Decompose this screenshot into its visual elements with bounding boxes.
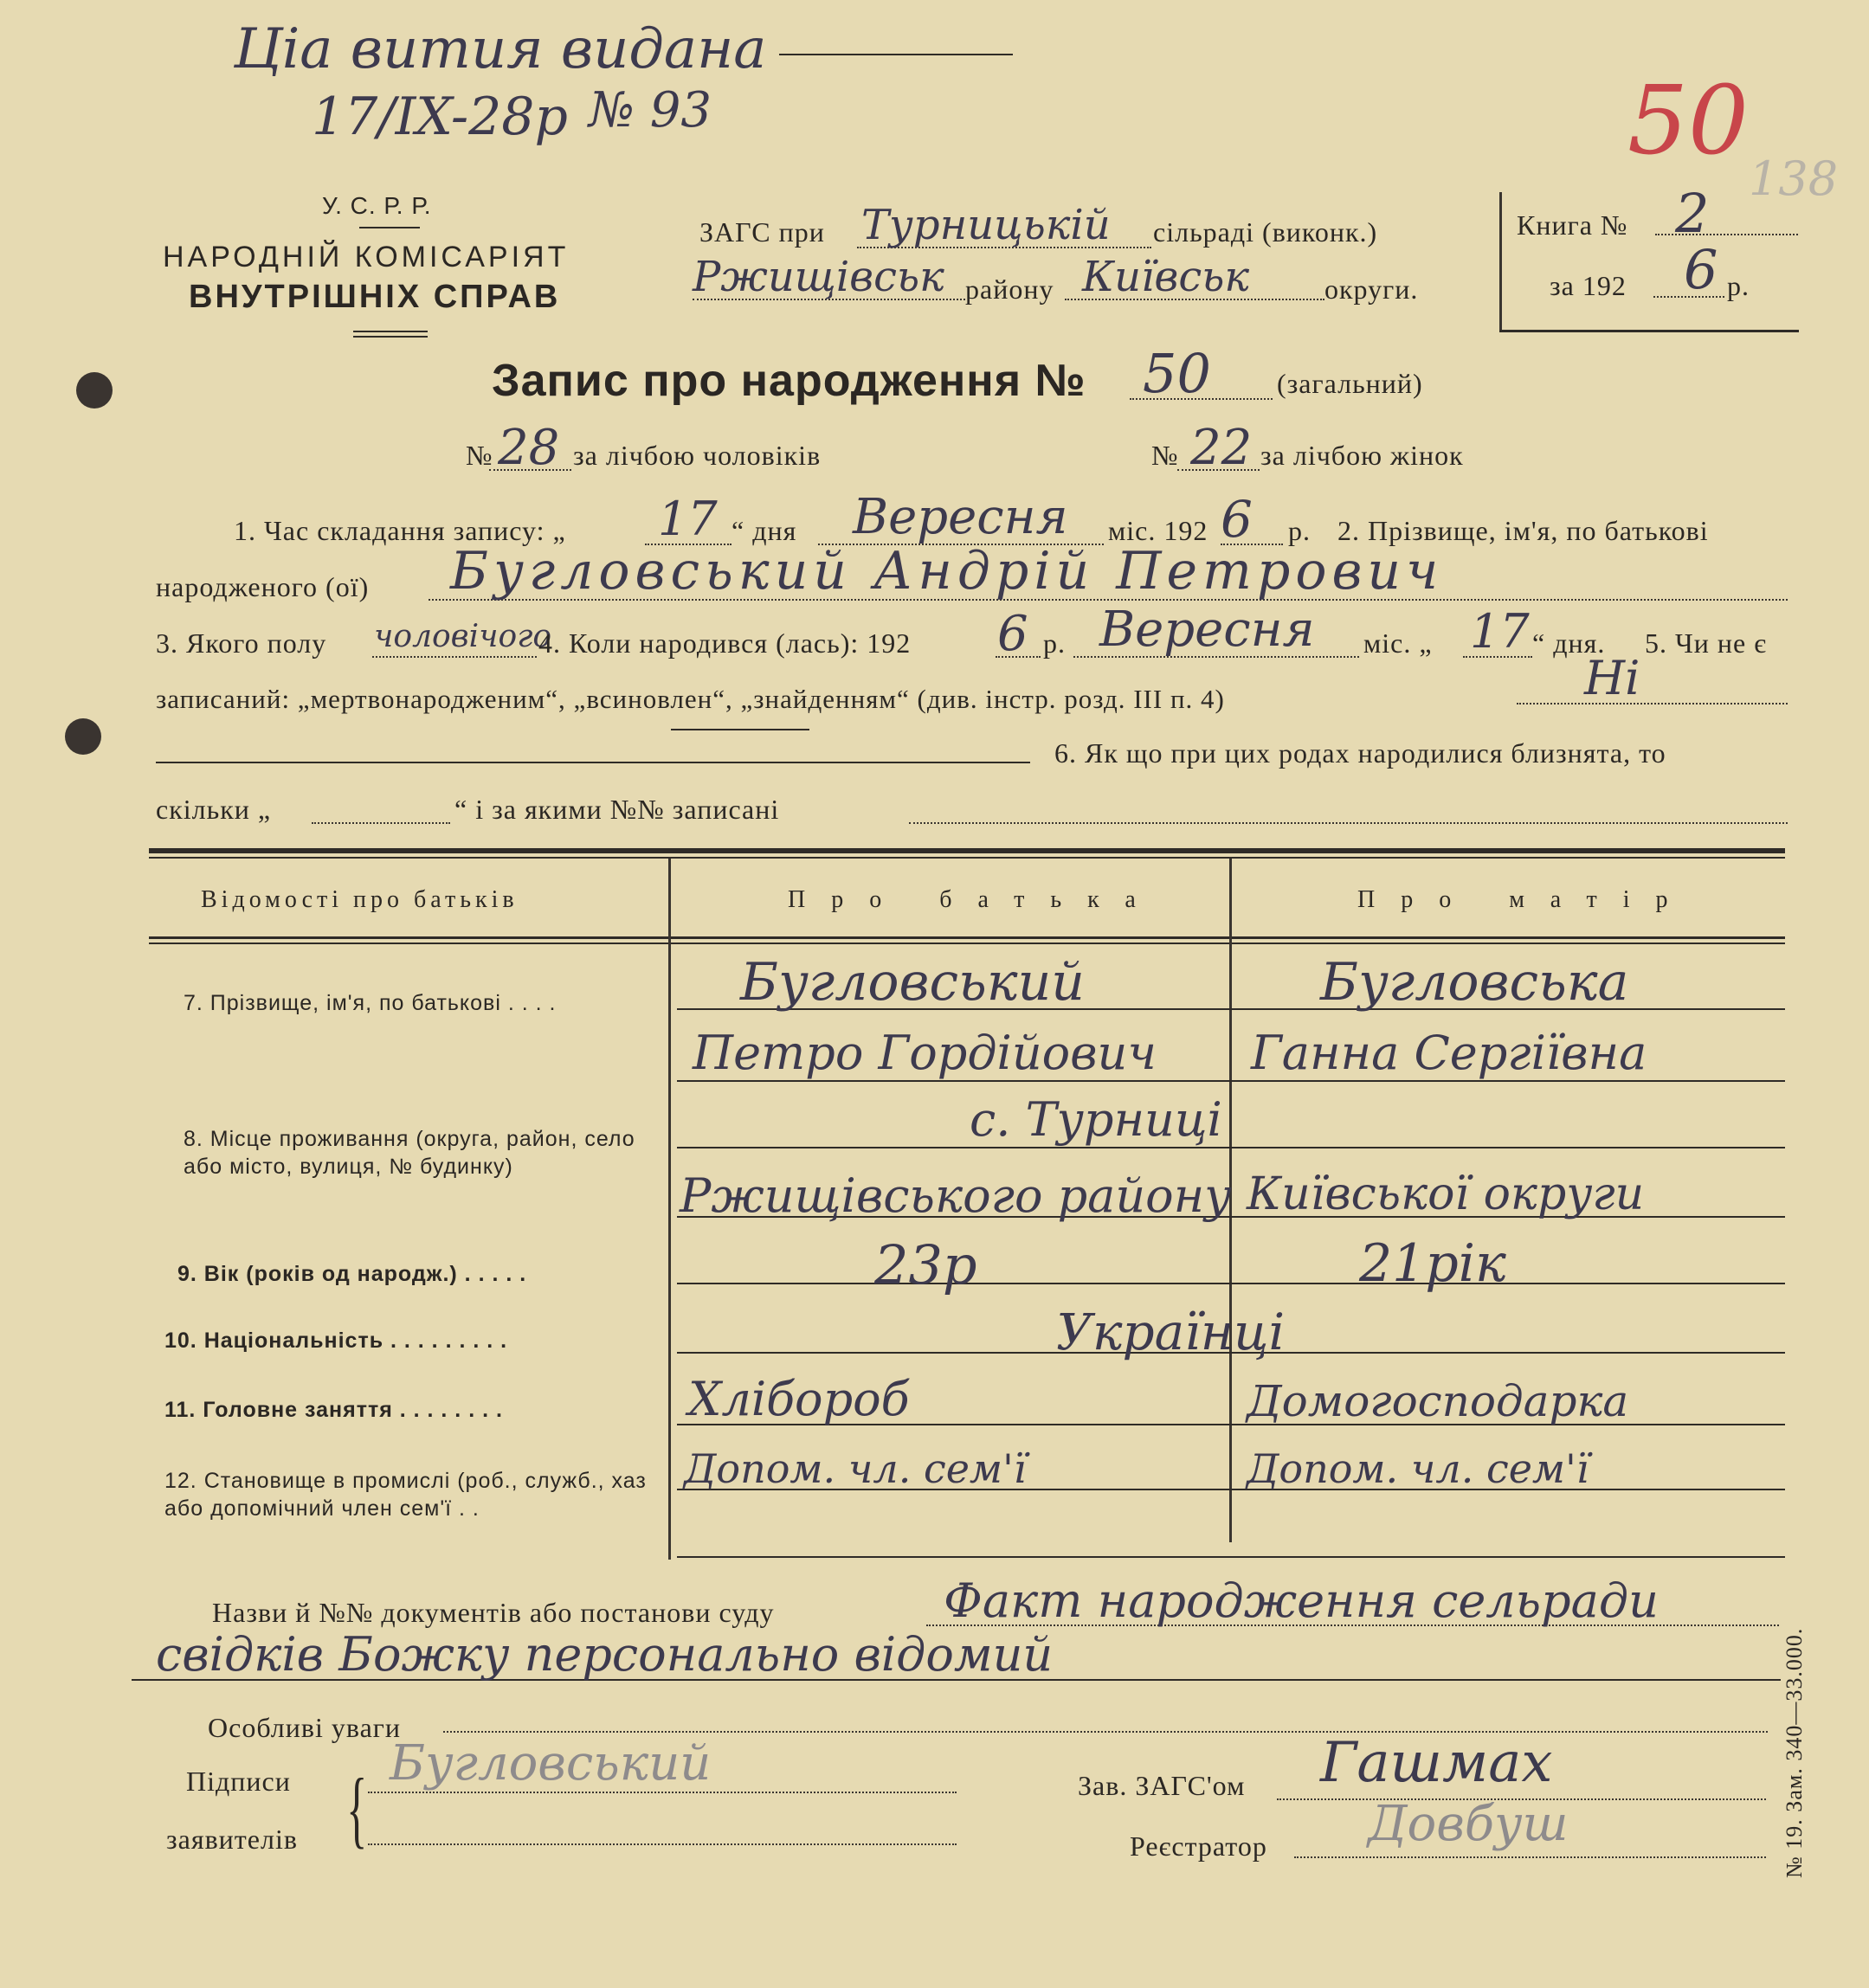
field4-day-handwritten: 17 (1470, 604, 1530, 659)
women-count-handwritten: 22 (1190, 420, 1253, 476)
table-header-info: Відомості про батьків (201, 886, 519, 913)
top-annotation-line2: 17/IX-28р (312, 87, 568, 147)
women-count-label: за лічбою жінок (1260, 440, 1464, 471)
field2-handwritten: Бугловський Андрій Петрович (450, 541, 1444, 602)
book-number-handwritten: 2 (1675, 182, 1710, 245)
special-notes-label: Особливі уваги (208, 1712, 402, 1743)
council-label: сільраді (виконк.) (1153, 216, 1378, 248)
ministry-line2: ВНУТРІШНІХ СПРАВ (189, 279, 561, 315)
row-label-nationality: 10. Національність . . . . . . . . . (164, 1329, 508, 1353)
father-given-names: Петро Гордійович (693, 1026, 1157, 1080)
record-title: Запис про народження № (492, 356, 1086, 406)
field5-label-a: 5. Чи не є (1645, 627, 1767, 659)
documents-handwritten-2: свідків Божку персонально відомий (156, 1627, 1054, 1682)
row-label-name: 7. Прізвище, ім'я, по батькові . . . . (184, 991, 557, 1015)
documents-handwritten-1: Факт народження сельради (944, 1573, 1659, 1628)
field6-numbers-line (909, 822, 1788, 824)
top-annotation-line1: Ціа вития видана (234, 17, 767, 81)
field2-label-b: народженого (ої) (156, 571, 370, 602)
father-residence-1: с. Турниці (970, 1092, 1222, 1147)
table-header-rule (149, 943, 1785, 944)
row-rule (677, 1147, 1785, 1148)
men-prefix: № (466, 440, 493, 471)
field6-label: 6. Як що при цих родах народилися близнята, то (1054, 737, 1666, 769)
registrar-line (1294, 1856, 1766, 1858)
okrug-handwritten: Київськ (1082, 253, 1250, 301)
table-header-father: Про батька (788, 886, 1162, 913)
field5-line (1517, 703, 1788, 704)
village-handwritten: Турницькій (861, 201, 1111, 249)
field5-handwritten: Ні (1584, 651, 1640, 705)
zags-head-signature: Гашмах (1320, 1731, 1553, 1795)
field4-day-label: міс. „ (1363, 627, 1433, 659)
mother-occupation: Домогосподарка (1247, 1376, 1629, 1426)
column-divider (668, 859, 671, 1560)
punch-hole (76, 372, 113, 409)
table-header-mother: Про матір (1357, 886, 1694, 913)
row-rule (677, 1080, 1785, 1082)
field3-handwritten: чоловічого (374, 619, 552, 654)
field2-label-a: 2. Прізвище, ім'я, по батькові (1337, 515, 1709, 546)
okrug-label: округи. (1324, 273, 1419, 305)
field6-blank-line (156, 762, 1030, 763)
field6-label-c: “ і за якими №№ записані (454, 794, 780, 825)
signatures-brace: { (346, 1760, 368, 1856)
field1-day-label: “ дня (731, 515, 797, 546)
mother-given-names: Ганна Сергіївна (1251, 1026, 1647, 1080)
field6-count-line (312, 822, 450, 824)
table-top-rule-thin (149, 857, 1785, 859)
top-annotation-number: № 93 (589, 82, 712, 138)
folio-number-red: 50 (1627, 65, 1749, 176)
punch-hole (65, 718, 101, 755)
field1-year-handwritten: 6 (1221, 490, 1253, 549)
signatures-label-a: Підписи (186, 1766, 291, 1797)
district-label: району (965, 273, 1054, 305)
book-year-label: за 192 (1550, 270, 1627, 301)
mother-residence-2: Київської округи (1247, 1168, 1645, 1220)
row-label-residence: 8. Місце проживання (округа, район, село або місто, вулиця, № будинку) (184, 1127, 635, 1179)
header-double-rule (353, 336, 428, 338)
book-label: Книга № (1517, 209, 1628, 241)
usrr-label: У. С. Р. Р. (322, 192, 432, 219)
header-rule (359, 227, 420, 228)
men-count-label: за лічбою чоловіків (573, 440, 822, 471)
field5-label-b: записаний: „мертвонародженим“, „всиновлен“, „знайденням“ (див. інстр. розд. III п. 4) (156, 684, 1225, 714)
field6-label-b: скільки „ (156, 794, 272, 825)
record-number-handwritten: 50 (1143, 342, 1211, 405)
mother-age: 21рік (1359, 1233, 1506, 1294)
applicant-signature-line-2 (368, 1843, 957, 1845)
mother-surname: Бугловська (1320, 952, 1629, 1013)
field4-day-suffix: “ дня. (1532, 627, 1606, 659)
father-nationality: Українці (1056, 1303, 1286, 1361)
header-double-rule (353, 331, 428, 332)
book-box-left-border (1499, 192, 1502, 332)
field4-label: 4. Коли народився (лась): 192 (538, 627, 912, 659)
book-year-handwritten: 6 (1684, 238, 1718, 301)
table-top-rule (149, 848, 1785, 853)
documents-label: Назви й №№ документів або постанови суду (212, 1597, 775, 1628)
field4-month-handwritten: Вересня (1099, 602, 1315, 658)
special-notes-line (443, 1731, 1768, 1733)
stray-mark (671, 729, 809, 730)
corner-number: 138 (1749, 151, 1839, 206)
ministry-line1: НАРОДНІЙ КОМІСАРІЯТ (163, 241, 570, 273)
field1-month-label: міс. 192 (1108, 515, 1208, 546)
book-box-bottom-border (1499, 330, 1799, 332)
signatures-label-b: заявителів (166, 1824, 298, 1855)
district-handwritten: Ржищівськ (693, 253, 944, 301)
table-header-rule (149, 936, 1785, 939)
registrar-signature: Довбуш (1368, 1796, 1569, 1852)
record-number-suffix: (загальний) (1277, 368, 1423, 399)
field1-label: 1. Час складання запису: „ (234, 515, 566, 546)
field3-line (372, 656, 537, 658)
row-label-age: 9. Вік (років од народж.) . . . . . (177, 1262, 527, 1286)
field1-month-handwritten: Вересня (853, 489, 1068, 545)
father-surname: Бугловський (740, 952, 1085, 1013)
book-year-suffix: р. (1727, 270, 1750, 301)
field3-label: 3. Якого полу (156, 627, 327, 659)
registrar-label: Реєстратор (1130, 1830, 1267, 1862)
row-label-status: 12. Становище в промислі (роб., служб., хаз або допомічний член сем'ї . . (164, 1469, 647, 1521)
mother-status: Допом. чл. сем'ї (1247, 1445, 1589, 1492)
applicant-signature-line-1 (368, 1792, 957, 1793)
row-rule (677, 1283, 1785, 1284)
field4-year-handwritten: 6 (997, 606, 1028, 662)
row-rule (677, 1556, 1785, 1558)
field1-day-handwritten: 17 (658, 492, 718, 546)
applicant-signature: Бугловський (390, 1735, 712, 1792)
father-status: Допом. чл. сем'ї (684, 1445, 1027, 1492)
men-count-handwritten: 28 (498, 420, 560, 476)
field1-year-suffix: р. (1288, 515, 1311, 546)
print-order-side-text: № 19. Зам. 340—33.000. (1782, 1627, 1807, 1878)
father-age: 23р (874, 1233, 977, 1296)
zags-label: ЗАГС при (699, 216, 825, 248)
women-prefix: № (1151, 440, 1179, 471)
father-occupation: Хлібороб (688, 1372, 910, 1426)
field4-month-label: р. (1043, 627, 1066, 659)
zags-head-label: Зав. ЗАГС'ом (1078, 1770, 1246, 1801)
annotation-underline (779, 54, 1013, 55)
father-residence-2: Ржищівського району (680, 1168, 1232, 1223)
row-label-occupation: 11. Головне заняття . . . . . . . . (164, 1398, 503, 1422)
